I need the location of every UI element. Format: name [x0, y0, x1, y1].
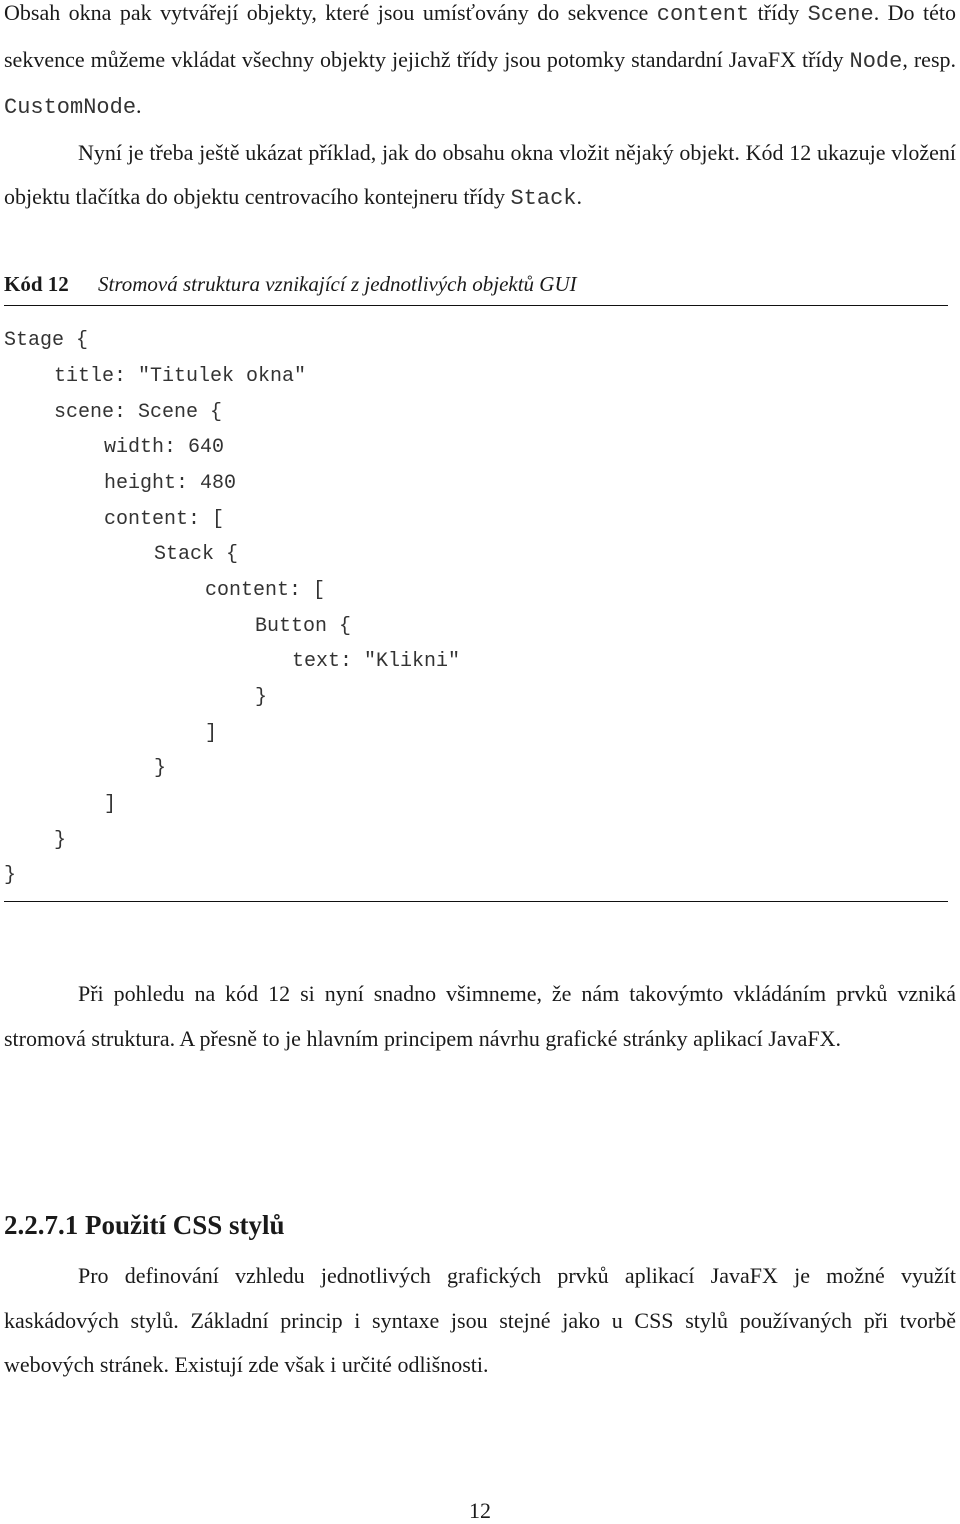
code-line: height: 480 — [104, 472, 237, 495]
text-run: . — [576, 184, 582, 209]
text-run: , resp. — [902, 46, 957, 72]
code-line: scene: Scene { — [54, 401, 223, 424]
code-caption-label: Kód 12 — [4, 272, 69, 296]
code-line: Button { — [255, 615, 352, 638]
code-line: content: [ — [205, 579, 326, 602]
code-line: content: [ — [104, 508, 225, 531]
code-line: } — [4, 864, 17, 887]
code-line: } — [255, 686, 268, 709]
code-line: } — [154, 757, 167, 780]
code-inline: Scene — [807, 2, 874, 27]
text-run: . Do této sekvence můžeme vkládat všechny objekty jejichž třídy jsou potomky standardní JavaFX třídy — [4, 0, 956, 72]
page-number: 12 — [469, 1498, 491, 1523]
text-run: Nyní je třeba ještě ukázat příklad, jak do obsahu okna vložit nějaký objekt. Kód 12 ukazuje vložení objektu tlačítka do objektu centrovacího kontejneru třídy — [4, 139, 956, 209]
tree-structure-paragraph — [4, 972, 956, 1061]
text-run: Při pohledu na kód 12 si nyní snadno všimneme, že nám takovýmto vkládáním prvků vzniká stromová struktura. A přesně to je hlavním principem návrhu grafické stránky aplikací JavaFX. — [4, 981, 956, 1051]
code-caption-title: Stromová struktura vznikající z jednotlivých objektů GUI — [98, 272, 577, 296]
code-line: width: 640 — [104, 436, 225, 459]
code-caption — [4, 272, 577, 297]
text-run: Obsah okna pak vytvářejí objekty, které jsou umísťovány do sekvence — [4, 0, 657, 25]
code-line: text: "Klikni" — [292, 650, 461, 673]
text-run: Pro definování vzhledu jednotlivých grafických prvků aplikací JavaFX je možné využít kaskádových stylů. Základní princip i syntaxe jsou stejné jako u CSS stylů používaných při tvorbě webových stránek. Existují zde však i určité odlišnosti. — [4, 1263, 956, 1377]
code-line: Stage { — [4, 329, 89, 352]
code-line: ] — [205, 722, 218, 745]
code-inline: Node — [849, 48, 903, 74]
caption-rule — [4, 305, 948, 306]
section-heading: 2.2.7.1 Použití CSS stylů — [4, 1210, 285, 1240]
code-end-rule — [4, 901, 948, 902]
text-run: . — [136, 93, 142, 118]
code-line: } — [54, 829, 67, 852]
code-inline: Stack — [510, 186, 577, 211]
intro-paragraph — [4, 0, 956, 222]
code-line: Stack { — [154, 543, 239, 566]
code-line: ] — [104, 793, 117, 816]
text-run: třídy — [749, 0, 808, 25]
css-paragraph — [4, 1254, 956, 1388]
code-inline: CustomNode — [4, 95, 137, 120]
code-inline: content — [656, 2, 750, 27]
code-line: title: "Titulek okna" — [54, 365, 307, 388]
